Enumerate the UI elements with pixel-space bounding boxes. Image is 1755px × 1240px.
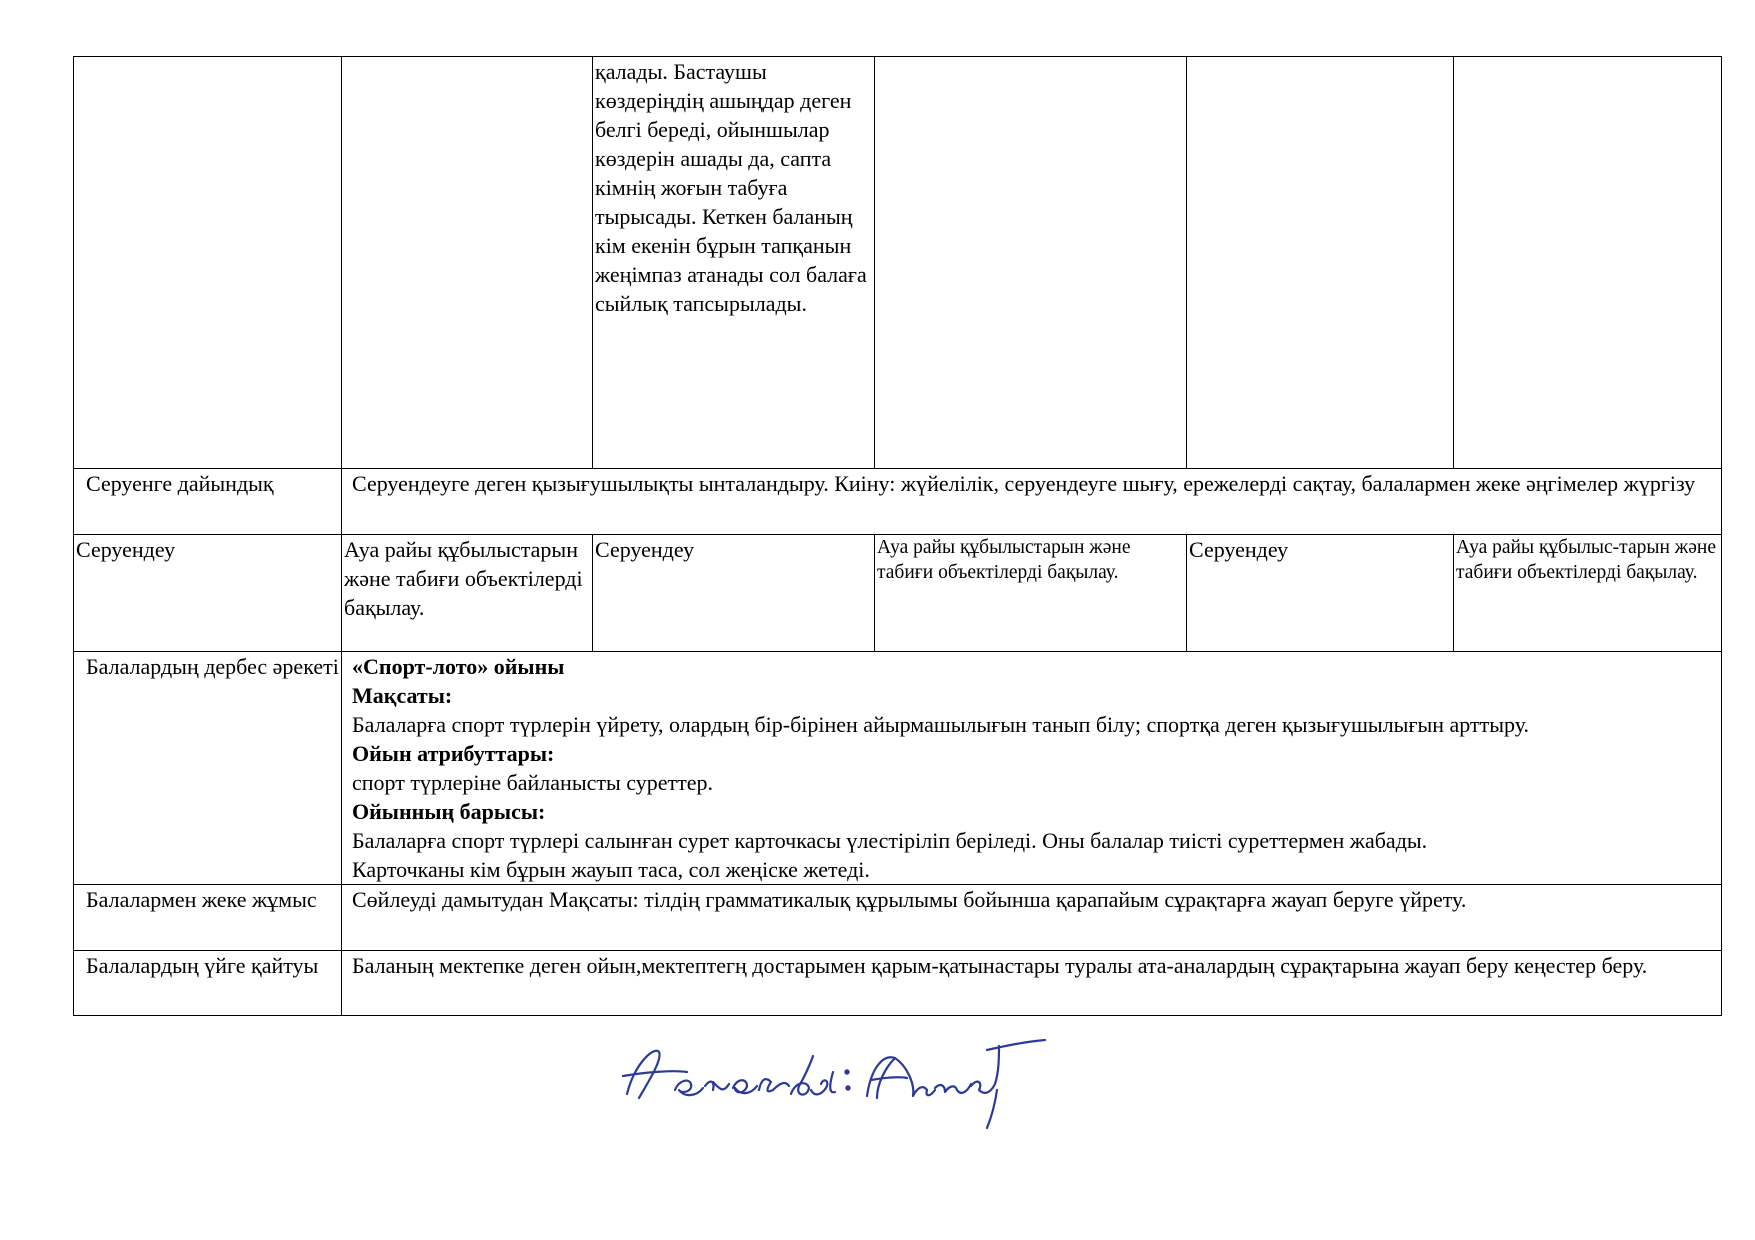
cell-empty xyxy=(342,57,593,469)
attributes-heading: Ойын атрибуттары: xyxy=(352,741,555,766)
walk-cell: Ауа райы құбылыс-тарын және табиғи объектілерді бақылау. xyxy=(1454,535,1722,652)
walk-cell: Серуендеу xyxy=(593,535,875,652)
row-label-independent-activity: Балалардың дербес әрекеті xyxy=(74,652,342,885)
walk-cell: Ауа райы құбылыстарын және табиғи объектілерді бақылау. xyxy=(875,535,1187,652)
walk-prep-content: Серуендеуге деген қызығушылықты ынталандыру. Киіну: жүйелілік, серуендеуге шығу, ережелерді сақтау, балалармен жеке әңгімелер жүргізу xyxy=(342,469,1722,535)
progress-text: Карточканы кім бұрын жауып таса, сол жеңіске жетеді. xyxy=(352,857,870,882)
cell-empty xyxy=(1187,57,1454,469)
handwritten-signature xyxy=(615,1032,1050,1137)
progress-heading: Ойынның барысы: xyxy=(352,799,546,824)
game-description-continuation: қалады. Бастаушы көздеріңдің ашыңдар деген белгі береді, ойыншылар көздерін ашады да, сапта кімнің жоғын табуға тырысады. Кеткен баланың кім екенін бұрын тапқанын жеңімпаз атанады сол балаға сыйлық тапсырылады. xyxy=(593,57,875,469)
table-row xyxy=(74,469,1722,535)
daily-plan-table xyxy=(73,56,1722,1016)
row-label-individual-work: Балалармен жеке жұмыс xyxy=(74,885,342,951)
game-title: «Спорт-лото» ойыны xyxy=(352,654,565,679)
table-row xyxy=(74,652,1722,885)
individual-work-content: Сөйлеуді дамытудан Мақсаты: тілдің грамматикалық құрылымы бойынша қарапайым сұрақтарға жауап беруге үйрету. xyxy=(342,885,1722,951)
table-row xyxy=(74,951,1722,1016)
goal-heading: Мақсаты: xyxy=(352,683,453,708)
row-label-going-home: Балалардың үйге қайтуы xyxy=(74,951,342,1016)
row-label-walk-prep: Серуенге дайындық xyxy=(74,469,342,535)
cell-empty xyxy=(1454,57,1722,469)
table-row xyxy=(74,885,1722,951)
table-row xyxy=(74,535,1722,652)
attributes-text: спорт түрлеріне байланысты суреттер. xyxy=(352,770,714,795)
walk-cell: Ауа райы құбылыстарын және табиғи объектілерді бақылау. xyxy=(342,535,593,652)
going-home-content: Баланың мектепке деген ойын,мектептегң достарымен қарым-қатынастары туралы ата-аналардың сұрақтарына жауап беру кеңестер беру. xyxy=(342,951,1722,1016)
goal-text: Балаларға спорт түрлерін үйрету, олардың бір-бірінен айырмашылығын танып білу; спортқа деген қызығушылығын арттыру. xyxy=(352,712,1530,737)
progress-text: Балаларға спорт түрлері салынған сурет карточкасы үлестіріліп беріледі. Оны балалар тиісті суреттермен жабады. xyxy=(352,828,1428,853)
walk-cell: Серуендеу xyxy=(1187,535,1454,652)
row-label-walk: Серуендеу xyxy=(74,535,342,652)
cell-empty xyxy=(875,57,1187,469)
independent-activity-content xyxy=(342,652,1722,885)
cell-empty xyxy=(74,57,342,469)
table-row xyxy=(74,57,1722,469)
